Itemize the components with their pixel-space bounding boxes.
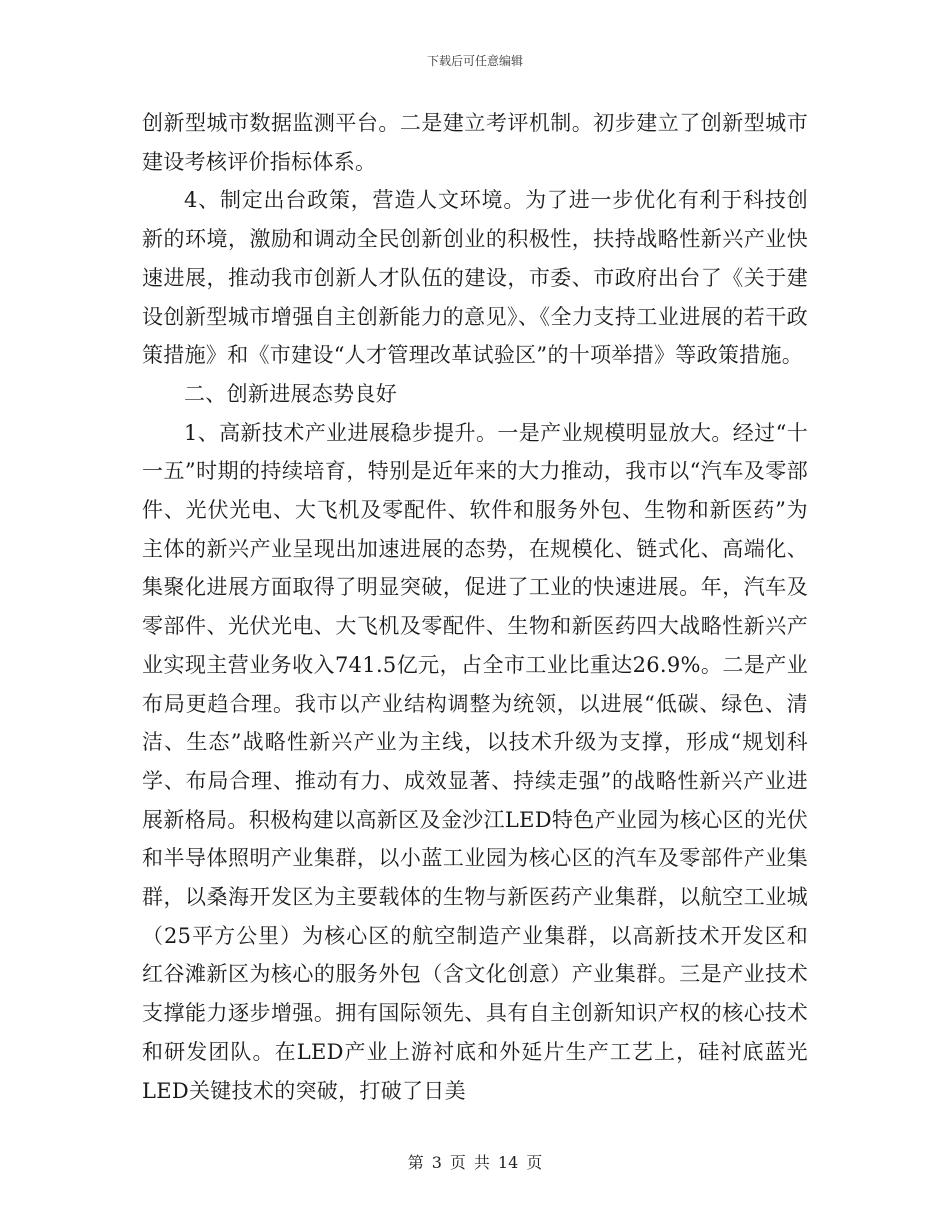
paragraph-hightech-industry: 1、高新技术产业进展稳步提升。一是产业规模明显放大。经过“十一五”时期的持续培育，特别是近年来的大力推动，我市以“汽车及零部件、光伏光电、大飞机及零配件、软件和服务外包、生物和新医药”为主体的新兴产业呈现出加速进展的态势，在规模化、链式化、高端化、集聚化进展方面取得了明显突破，促进了工业的快速进展。年，汽车及零部件、光伏光电、大飞机及零配件、生物和新医药四大战略性新兴产业实现主营业务收入741.5亿元，占全市工业比重达26.9%。二是产业布局更趋合理。我市以产业结构调整为统领，以进展“低碳、绿色、清洁、生态”战略性新兴产业为主线，以技术升级为支撑，形成“规划科学、布局合理、推动有力、成效显著、持续走强”的战略性新兴产业进展新格局。积极构建以高新区及金沙江LED特色产业园为核心区的光伏和半导体照明产业集群，以小蓝工业园为核心区的汽车及零部件产业集群，以桑海开发区为主要载体的生物与新医药产业集群，以航空工业城（25平方公里）为核心区的航空制造产业集群，以高新技术开发区和红谷滩新区为核心的服务外包（含文化创意）产业集群。三是产业技术支撑能力逐步增强。拥有国际领先、具有自主创新知识产权的核心技术和研发团队。在LED产业上游衬底和外延片生产工艺上，硅衬底蓝光LED关键技术的突破，打破了日美 xyxy=(142,420,808,1103)
footer-current-page: 3 xyxy=(431,1153,442,1172)
footer-page-word: 页 xyxy=(449,1153,466,1172)
footer-total-pages: 14 xyxy=(497,1153,519,1172)
page-header-note: 下载后可任意编辑 xyxy=(426,54,523,68)
footer-suffix: 页 xyxy=(526,1153,543,1172)
paragraph-policy: 4、制定出台政策，营造人文环境。为了进一步优化有利于科技创新的环境，激励和调动全民创新创业的积极性，扶持战略性新兴产业快速进展，推动我市创新人才队伍的建设，市委、市政府出台了《关于建设创新型城市增强自主创新能力的意见》、《全力支持工业进展的若干政策措施》和《市建设“人才管理改革试验区”的十项举措》等政策措施。 xyxy=(142,188,808,368)
footer-prefix: 第 xyxy=(407,1153,424,1172)
paragraph-continuation: 创新型城市数据监测平台。二是建立考评机制。初步建立了创新型城市建设考核评价指标体系。 xyxy=(142,111,808,174)
footer-total-prefix: 共 xyxy=(473,1153,490,1172)
page-footer xyxy=(0,1150,950,1173)
section-heading: 二、创新进展态势良好 xyxy=(184,381,397,406)
document-body xyxy=(142,104,808,1110)
